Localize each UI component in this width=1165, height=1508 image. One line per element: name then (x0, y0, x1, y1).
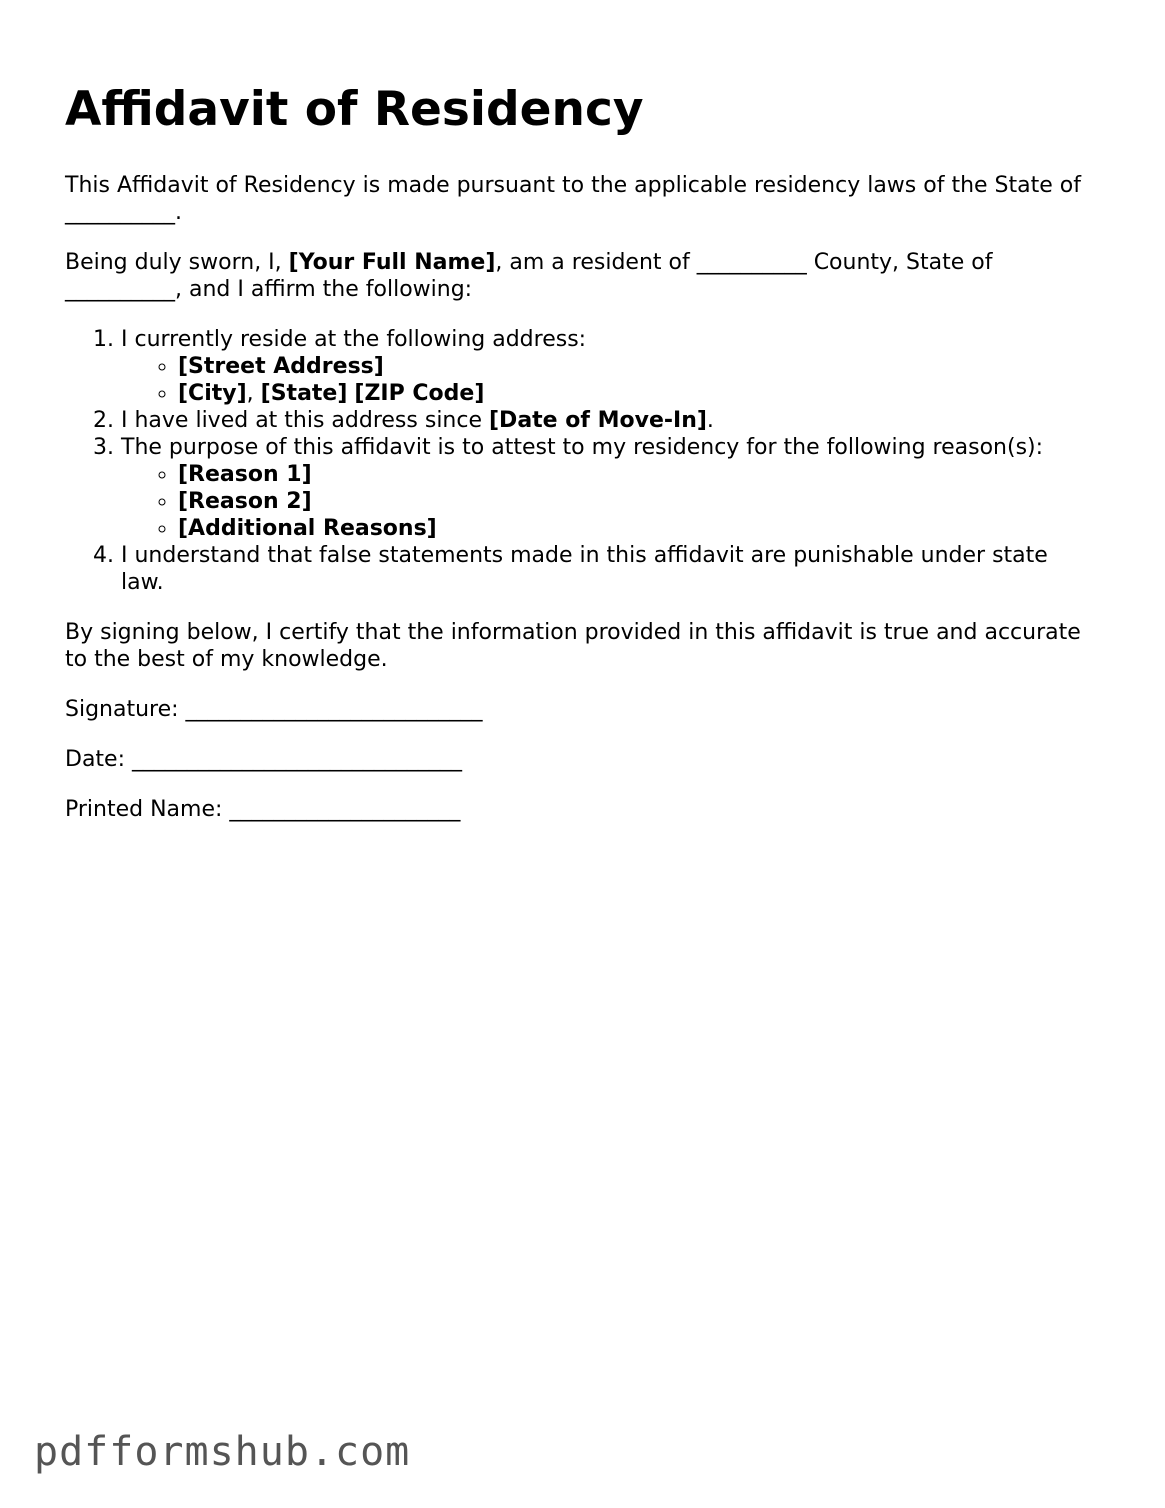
city-separator: , (246, 381, 261, 406)
city-placeholder: [City] (178, 381, 247, 406)
signature-line: Signature: ___________________________ (65, 697, 483, 722)
move-in-date-placeholder: [Date of Move-In] (489, 408, 707, 433)
reason-item (178, 515, 1095, 542)
address-sublist (121, 353, 1095, 407)
document-page (65, 80, 1095, 846)
street-address-placeholder: [Street Address] (178, 354, 384, 379)
false-statement-warning: I understand that false statements made in this affidavit are punishable under state law. (121, 543, 1048, 595)
oath-suffix: , am a resident of __________ County, State of __________, and I affirm the following: (65, 250, 993, 302)
watermark-text: pdfformshub.com (34, 1429, 411, 1475)
reason-placeholder: [Additional Reasons] (178, 516, 437, 541)
printed-name-line: Printed Name: _____________________ (65, 797, 461, 822)
reason-item (178, 488, 1095, 515)
oath-prefix: Being duly sworn, I, (65, 250, 289, 275)
affirmation-item-3 (121, 434, 1095, 542)
affirmation-item-1 (121, 326, 1095, 407)
move-in-suffix: . (706, 408, 714, 433)
affirmation-item-2 (121, 407, 1095, 434)
affirmation-item-4 (121, 542, 1095, 596)
affirmation-list (65, 326, 1095, 596)
purpose-statement: The purpose of this affidavit is to attest to my residency for the following reason(s): (121, 435, 1044, 460)
full-name-placeholder: [Your Full Name] (288, 250, 496, 275)
city-state-zip-item (178, 380, 1095, 407)
street-address-item (178, 353, 1095, 380)
date-line: Date: ______________________________ (65, 747, 462, 772)
intro-paragraph: This Affidavit of Residency is made pursuant to the applicable residency laws of the State of __________. (65, 173, 1081, 225)
reasons-sublist (121, 461, 1095, 542)
state-placeholder: [State] (260, 381, 348, 406)
certification-paragraph: By signing below, I certify that the information provided in this affidavit is true and accurate to the best of my knowledge. (65, 620, 1081, 672)
move-in-prefix: I have lived at this address since (121, 408, 489, 433)
zip-placeholder: [ZIP Code] (354, 381, 485, 406)
address-statement: I currently reside at the following address: (121, 327, 587, 352)
reason-placeholder: [Reason 1] (178, 462, 312, 487)
reason-item (178, 461, 1095, 488)
oath-paragraph (65, 249, 1095, 303)
reason-placeholder: [Reason 2] (178, 489, 312, 514)
document-title: Affidavit of Residency (65, 82, 644, 137)
